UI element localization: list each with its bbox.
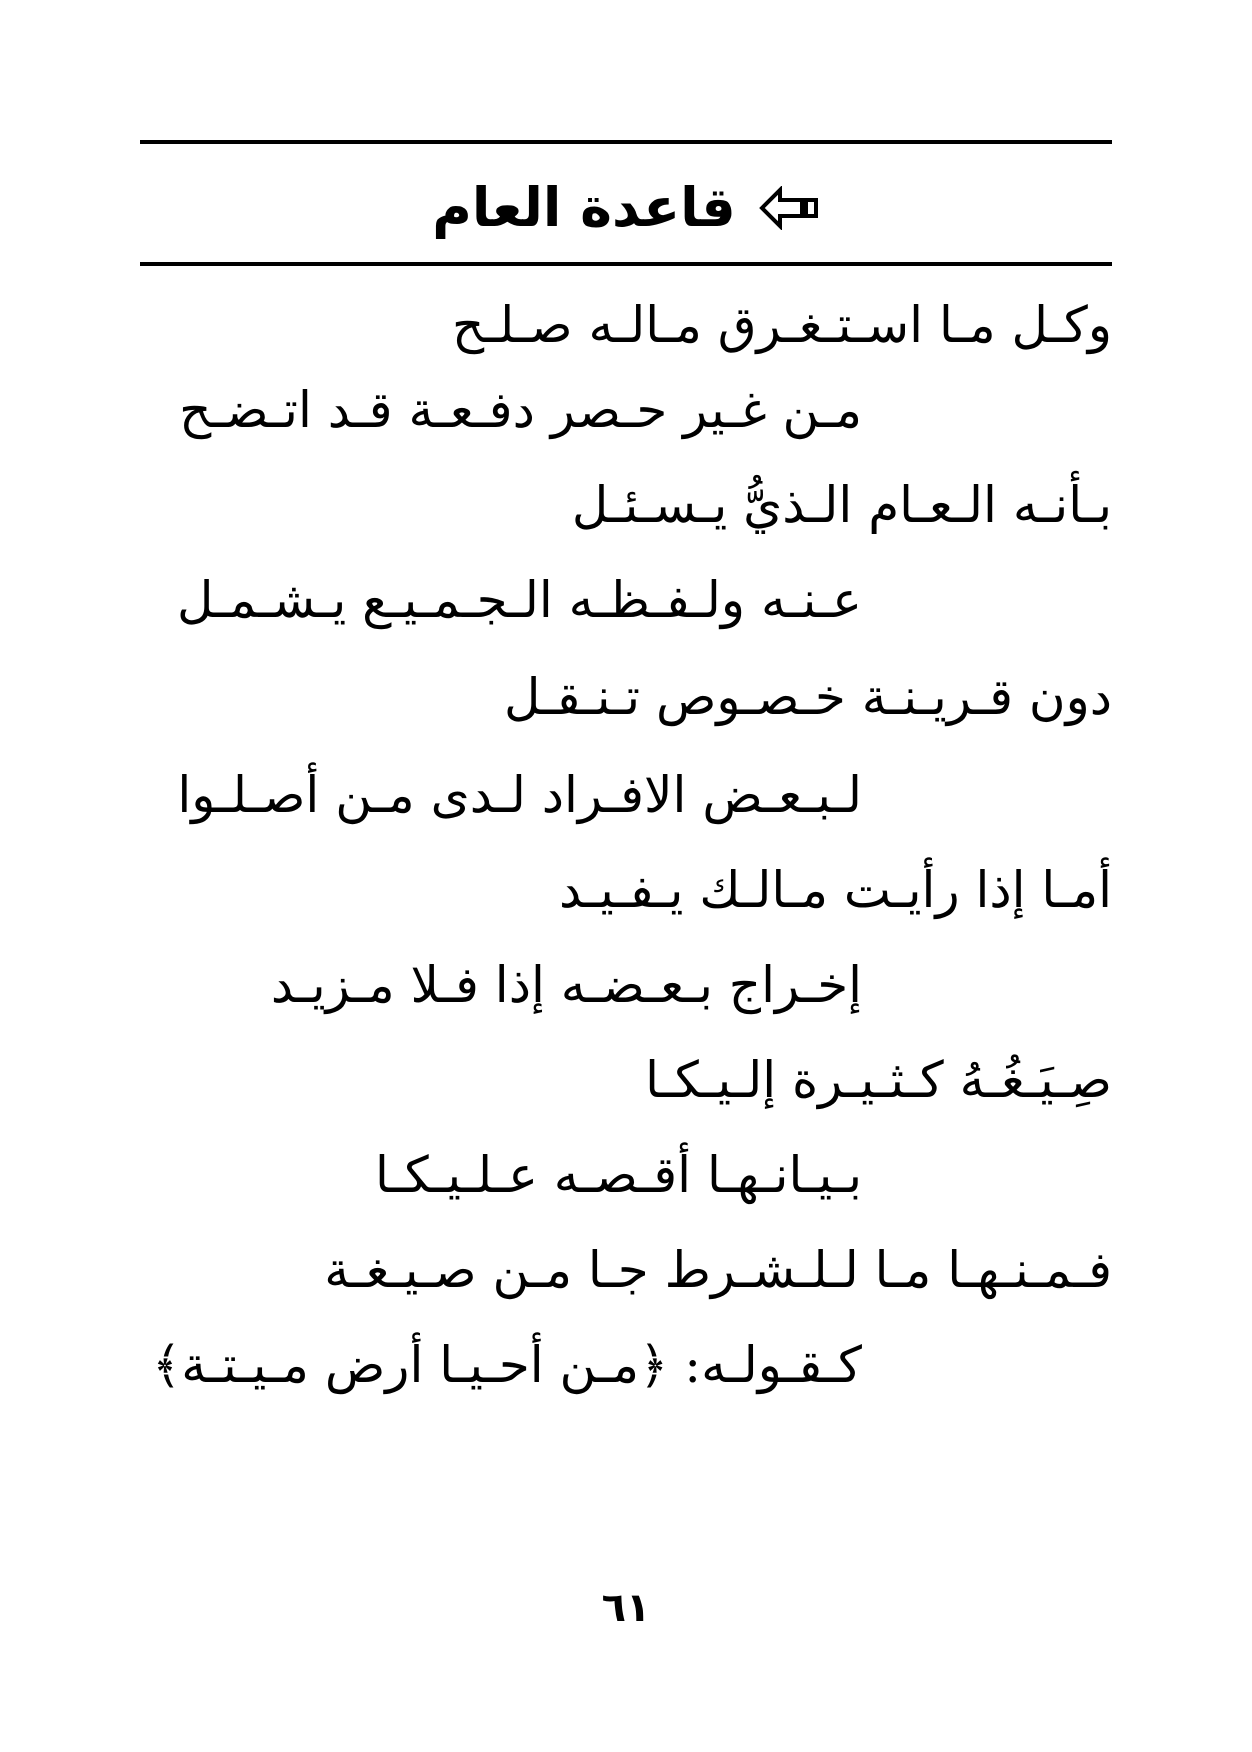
verse-line-4: عـنـه ولـفـظـه الـجـمـيـع يـشـمـل: [177, 571, 862, 629]
section-title: قاعدة العام: [432, 176, 736, 239]
bottom-rule: [140, 262, 1112, 266]
verse-line-10: بـيـانـهـا أقـصـه عـلـيـكـا: [375, 1146, 862, 1204]
verse-line-3: بـأنـه الـعـام الـذيُّ يـسـئـل: [571, 476, 1112, 534]
verse-line-11: فـمـنـهـا مـا لـلـشـرط جـا مـن صـيـغـة: [324, 1241, 1112, 1299]
verse-line-8: إخـراج بـعـضـه إذا فـلا مـزيـد: [270, 956, 862, 1014]
verse-line-12: كـقـولـه: ﴿مـن أحـيـا أرض مـيـتـة﴾: [151, 1336, 862, 1394]
verse-line-6: لـبـعـض الافـراد لـدى مـن أصـلـوا: [177, 766, 862, 824]
verse-line-5: دون قـريـنـة خـصـوص تـنـقـل: [503, 668, 1112, 726]
verse-line-2: مـن غـير حـصر دفـعـة قـد اتـضـح: [179, 381, 862, 439]
top-rule: [140, 140, 1112, 144]
page-number: ٦١: [601, 1585, 651, 1631]
section-heading: [140, 168, 1112, 248]
verse-line-1: وكـل مـا اسـتـغـرق مـالـه صـلـح: [452, 296, 1112, 354]
verse-line-9: صِـيَـغُـهُ كـثـيـرة إلـيـكـا: [645, 1051, 1112, 1109]
verse-line-7: أمـا إذا رأيـت مـالـك يـفـيـد: [558, 861, 1112, 919]
arrow-left-outline-icon: [758, 186, 820, 230]
